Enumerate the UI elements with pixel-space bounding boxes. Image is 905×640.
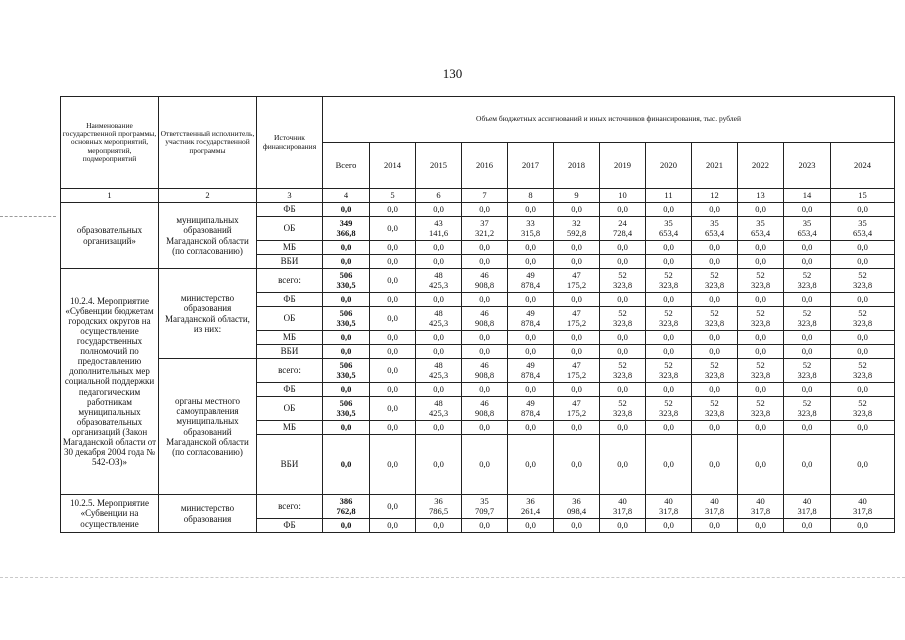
value-cell: 52 323,8 bbox=[646, 397, 692, 421]
value-cell: 0,0 bbox=[692, 421, 738, 435]
value-cell: 0,0 bbox=[554, 435, 600, 495]
executor-name: муниципальных образований Магаданской области (по согласованию) bbox=[159, 203, 257, 269]
value-cell: 0,0 bbox=[508, 255, 554, 269]
header-year: 2019 bbox=[600, 143, 646, 189]
header-year: 2018 bbox=[554, 143, 600, 189]
value-cell: 0,0 bbox=[600, 345, 646, 359]
column-numbers-row bbox=[61, 189, 895, 203]
value-cell: 48 425,3 bbox=[416, 359, 462, 383]
value-cell: 49 878,4 bbox=[508, 359, 554, 383]
value-cell: 43 141,6 bbox=[416, 217, 462, 241]
value-cell: 0,0 bbox=[554, 255, 600, 269]
value-cell: 0,0 bbox=[784, 255, 831, 269]
value-cell: 49 878,4 bbox=[508, 397, 554, 421]
value-cell: 0,0 bbox=[508, 421, 554, 435]
value-cell: 0,0 bbox=[646, 383, 692, 397]
header-total: Всего bbox=[323, 143, 370, 189]
value-cell: 0,0 bbox=[646, 345, 692, 359]
value-cell: 0,0 bbox=[646, 255, 692, 269]
value-cell: 0,0 bbox=[831, 421, 895, 435]
value-cell: 0,0 bbox=[784, 345, 831, 359]
value-cell: 0,0 bbox=[462, 421, 508, 435]
value-total: 0,0 bbox=[323, 435, 370, 495]
table-body bbox=[61, 189, 895, 533]
scan-artifact-line bbox=[0, 216, 56, 218]
value-cell: 0,0 bbox=[508, 345, 554, 359]
value-cell: 0,0 bbox=[646, 331, 692, 345]
value-cell: 0,0 bbox=[416, 435, 462, 495]
value-cell: 0,0 bbox=[508, 519, 554, 533]
value-cell: 0,0 bbox=[831, 519, 895, 533]
value-cell: 0,0 bbox=[600, 435, 646, 495]
value-cell: 0,0 bbox=[692, 345, 738, 359]
value-cell: 47 175,2 bbox=[554, 397, 600, 421]
value-cell: 0,0 bbox=[600, 519, 646, 533]
value-cell: 0,0 bbox=[462, 435, 508, 495]
funding-source: ОБ bbox=[257, 217, 323, 241]
funding-source: ФБ bbox=[257, 203, 323, 217]
header-year: 2015 bbox=[416, 143, 462, 189]
value-cell: 0,0 bbox=[462, 331, 508, 345]
funding-source: всего: bbox=[257, 359, 323, 383]
value-cell: 0,0 bbox=[554, 293, 600, 307]
value-cell: 0,0 bbox=[462, 293, 508, 307]
value-cell: 0,0 bbox=[784, 421, 831, 435]
value-cell: 0,0 bbox=[370, 345, 416, 359]
funding-source: всего: bbox=[257, 495, 323, 519]
funding-source: МБ bbox=[257, 331, 323, 345]
value-total: 0,0 bbox=[323, 241, 370, 255]
value-cell: 0,0 bbox=[738, 421, 784, 435]
value-cell: 0,0 bbox=[831, 293, 895, 307]
value-cell: 52 323,8 bbox=[692, 397, 738, 421]
funding-source: ВБИ bbox=[257, 255, 323, 269]
value-cell: 0,0 bbox=[600, 255, 646, 269]
header-year: 2021 bbox=[692, 143, 738, 189]
value-cell: 0,0 bbox=[738, 435, 784, 495]
value-cell: 40 317,8 bbox=[784, 495, 831, 519]
value-cell: 52 323,8 bbox=[738, 269, 784, 293]
value-cell: 0,0 bbox=[600, 241, 646, 255]
value-cell: 37 321,2 bbox=[462, 217, 508, 241]
value-cell: 0,0 bbox=[554, 203, 600, 217]
value-cell: 0,0 bbox=[692, 203, 738, 217]
measure-name: образовательных организаций» bbox=[61, 203, 159, 269]
value-cell: 46 908,8 bbox=[462, 359, 508, 383]
header-year: 2022 bbox=[738, 143, 784, 189]
funding-source: МБ bbox=[257, 241, 323, 255]
value-cell: 0,0 bbox=[462, 519, 508, 533]
page-number: 130 bbox=[442, 66, 463, 81]
value-cell: 0,0 bbox=[784, 203, 831, 217]
funding-source: ФБ bbox=[257, 383, 323, 397]
value-cell: 0,0 bbox=[738, 519, 784, 533]
value-cell: 0,0 bbox=[646, 203, 692, 217]
value-cell: 0,0 bbox=[370, 421, 416, 435]
value-cell: 0,0 bbox=[692, 241, 738, 255]
value-cell: 36 098,4 bbox=[554, 495, 600, 519]
value-total: 0,0 bbox=[323, 345, 370, 359]
value-cell: 0,0 bbox=[600, 421, 646, 435]
value-cell: 0,0 bbox=[646, 421, 692, 435]
value-cell: 0,0 bbox=[831, 331, 895, 345]
value-total: 0,0 bbox=[323, 331, 370, 345]
value-cell: 0,0 bbox=[831, 241, 895, 255]
value-cell: 52 323,8 bbox=[600, 397, 646, 421]
value-cell: 0,0 bbox=[692, 519, 738, 533]
value-cell: 0,0 bbox=[784, 519, 831, 533]
header-executor: Ответственный исполнитель, участник государственной программы bbox=[159, 97, 257, 189]
value-cell: 52 323,8 bbox=[692, 269, 738, 293]
column-number: 7 bbox=[462, 189, 508, 203]
value-total: 0,0 bbox=[323, 203, 370, 217]
value-cell: 35 653,4 bbox=[784, 217, 831, 241]
value-total: 506 330,5 bbox=[323, 359, 370, 383]
value-cell: 0,0 bbox=[738, 331, 784, 345]
value-cell: 0,0 bbox=[370, 203, 416, 217]
value-total: 386 762,8 bbox=[323, 495, 370, 519]
value-cell: 35 653,4 bbox=[831, 217, 895, 241]
funding-source: ВБИ bbox=[257, 435, 323, 495]
value-cell: 52 323,8 bbox=[738, 397, 784, 421]
value-cell: 0,0 bbox=[692, 383, 738, 397]
value-cell: 35 653,4 bbox=[646, 217, 692, 241]
value-cell: 0,0 bbox=[462, 383, 508, 397]
value-cell: 40 317,8 bbox=[831, 495, 895, 519]
header-year: 2014 bbox=[370, 143, 416, 189]
value-total: 506 330,5 bbox=[323, 269, 370, 293]
funding-source: ФБ bbox=[257, 519, 323, 533]
value-cell: 0,0 bbox=[831, 383, 895, 397]
value-cell: 52 323,8 bbox=[831, 307, 895, 331]
value-cell: 0,0 bbox=[508, 203, 554, 217]
column-number: 3 bbox=[257, 189, 323, 203]
header-name: Наименование государственной программы, основных мероприятий, мероприятий, подмероприятий bbox=[61, 97, 159, 189]
value-cell: 52 323,8 bbox=[784, 359, 831, 383]
value-cell: 0,0 bbox=[370, 495, 416, 519]
value-cell: 47 175,2 bbox=[554, 359, 600, 383]
value-total: 349 366,8 bbox=[323, 217, 370, 241]
value-cell: 24 728,4 bbox=[600, 217, 646, 241]
value-cell: 0,0 bbox=[370, 217, 416, 241]
value-cell: 0,0 bbox=[462, 203, 508, 217]
value-cell: 47 175,2 bbox=[554, 307, 600, 331]
value-cell: 0,0 bbox=[462, 241, 508, 255]
value-cell: 0,0 bbox=[738, 293, 784, 307]
value-cell: 0,0 bbox=[554, 519, 600, 533]
header-year: 2024 bbox=[831, 143, 895, 189]
value-total: 0,0 bbox=[323, 519, 370, 533]
scan-artifact-line bbox=[0, 577, 905, 579]
executor-name: министерство образования Магаданской области, из них: bbox=[159, 269, 257, 359]
column-number: 11 bbox=[646, 189, 692, 203]
value-cell: 0,0 bbox=[370, 383, 416, 397]
value-cell: 52 323,8 bbox=[784, 269, 831, 293]
value-total: 0,0 bbox=[323, 421, 370, 435]
value-cell: 0,0 bbox=[554, 331, 600, 345]
value-cell: 0,0 bbox=[784, 331, 831, 345]
value-cell: 0,0 bbox=[831, 203, 895, 217]
value-cell: 47 175,2 bbox=[554, 269, 600, 293]
column-number: 14 bbox=[784, 189, 831, 203]
value-cell: 0,0 bbox=[554, 383, 600, 397]
column-number: 12 bbox=[692, 189, 738, 203]
value-cell: 52 323,8 bbox=[600, 307, 646, 331]
value-cell: 0,0 bbox=[416, 241, 462, 255]
value-cell: 0,0 bbox=[416, 255, 462, 269]
measure-name: 10.2.4. Мероприятие «Субвенции бюджетам городских округов на осуществление государственных полномочий по предоставлению дополнительных мер социальной поддержки педагогическим работникам муниципальных образовательных организаций (Закон Магаданской области от 30 декабря 2004 года № 542-ОЗ)» bbox=[61, 269, 159, 495]
header-year: 2017 bbox=[508, 143, 554, 189]
value-cell: 0,0 bbox=[370, 397, 416, 421]
table-row bbox=[61, 269, 895, 293]
value-cell: 0,0 bbox=[692, 435, 738, 495]
value-cell: 52 323,8 bbox=[692, 359, 738, 383]
value-cell: 52 323,8 bbox=[646, 269, 692, 293]
value-cell: 32 592,8 bbox=[554, 217, 600, 241]
value-cell: 0,0 bbox=[646, 241, 692, 255]
value-cell: 0,0 bbox=[831, 345, 895, 359]
value-total: 506 330,5 bbox=[323, 307, 370, 331]
value-cell: 33 315,8 bbox=[508, 217, 554, 241]
value-cell: 0,0 bbox=[554, 345, 600, 359]
column-number: 13 bbox=[738, 189, 784, 203]
column-number: 1 bbox=[61, 189, 159, 203]
value-cell: 0,0 bbox=[508, 383, 554, 397]
value-cell: 0,0 bbox=[646, 519, 692, 533]
value-cell: 0,0 bbox=[600, 383, 646, 397]
value-cell: 0,0 bbox=[738, 241, 784, 255]
value-cell: 49 878,4 bbox=[508, 307, 554, 331]
value-cell: 0,0 bbox=[600, 293, 646, 307]
value-cell: 0,0 bbox=[738, 383, 784, 397]
value-cell: 0,0 bbox=[554, 421, 600, 435]
funding-source: всего: bbox=[257, 269, 323, 293]
value-cell: 0,0 bbox=[508, 241, 554, 255]
value-cell: 0,0 bbox=[416, 345, 462, 359]
table-row bbox=[61, 359, 895, 383]
value-cell: 0,0 bbox=[370, 241, 416, 255]
value-cell: 0,0 bbox=[370, 269, 416, 293]
value-cell: 52 323,8 bbox=[600, 269, 646, 293]
column-number: 5 bbox=[370, 189, 416, 203]
value-cell: 52 323,8 bbox=[600, 359, 646, 383]
value-cell: 0,0 bbox=[416, 383, 462, 397]
column-number: 2 bbox=[159, 189, 257, 203]
column-number: 10 bbox=[600, 189, 646, 203]
value-cell: 49 878,4 bbox=[508, 269, 554, 293]
measure-name: 10.2.5. Мероприятие «Субвенции на осуществление bbox=[61, 495, 159, 533]
value-cell: 0,0 bbox=[554, 241, 600, 255]
value-cell: 52 323,8 bbox=[831, 269, 895, 293]
value-cell: 52 323,8 bbox=[831, 397, 895, 421]
value-cell: 0,0 bbox=[508, 435, 554, 495]
value-cell: 0,0 bbox=[646, 293, 692, 307]
value-cell: 0,0 bbox=[416, 519, 462, 533]
value-cell: 0,0 bbox=[508, 331, 554, 345]
value-cell: 52 323,8 bbox=[738, 359, 784, 383]
value-cell: 0,0 bbox=[738, 255, 784, 269]
column-number: 15 bbox=[831, 189, 895, 203]
value-cell: 0,0 bbox=[370, 307, 416, 331]
value-cell: 35 709,7 bbox=[462, 495, 508, 519]
value-cell: 46 908,8 bbox=[462, 397, 508, 421]
funding-source: МБ bbox=[257, 421, 323, 435]
value-cell: 52 323,8 bbox=[692, 307, 738, 331]
value-cell: 0,0 bbox=[738, 203, 784, 217]
value-cell: 0,0 bbox=[784, 241, 831, 255]
budget-table bbox=[60, 96, 895, 533]
value-cell: 0,0 bbox=[416, 331, 462, 345]
value-cell: 48 425,3 bbox=[416, 269, 462, 293]
value-cell: 52 323,8 bbox=[646, 307, 692, 331]
value-cell: 0,0 bbox=[416, 293, 462, 307]
value-cell: 0,0 bbox=[738, 345, 784, 359]
value-cell: 52 323,8 bbox=[784, 397, 831, 421]
column-number: 8 bbox=[508, 189, 554, 203]
value-cell: 36 261,4 bbox=[508, 495, 554, 519]
value-cell: 46 908,8 bbox=[462, 307, 508, 331]
header-year: 2020 bbox=[646, 143, 692, 189]
value-cell: 52 323,8 bbox=[831, 359, 895, 383]
funding-source: ОБ bbox=[257, 307, 323, 331]
value-cell: 0,0 bbox=[600, 331, 646, 345]
column-number: 4 bbox=[323, 189, 370, 203]
value-cell: 0,0 bbox=[784, 435, 831, 495]
column-number: 6 bbox=[416, 189, 462, 203]
table-row bbox=[61, 203, 895, 217]
value-cell: 48 425,3 bbox=[416, 397, 462, 421]
funding-source: ОБ bbox=[257, 397, 323, 421]
column-number: 9 bbox=[554, 189, 600, 203]
header-year: 2023 bbox=[784, 143, 831, 189]
value-cell: 48 425,3 bbox=[416, 307, 462, 331]
value-total: 0,0 bbox=[323, 293, 370, 307]
value-cell: 0,0 bbox=[600, 203, 646, 217]
value-cell: 40 317,8 bbox=[692, 495, 738, 519]
value-cell: 0,0 bbox=[462, 255, 508, 269]
executor-name: органы местного самоуправления муниципальных образований Магаданской области (по согласованию) bbox=[159, 359, 257, 495]
value-cell: 0,0 bbox=[370, 435, 416, 495]
table-row bbox=[61, 495, 895, 519]
value-cell: 0,0 bbox=[784, 293, 831, 307]
header-source: Источник финансирования bbox=[257, 97, 323, 189]
table-header bbox=[61, 97, 895, 189]
funding-source: ФБ bbox=[257, 293, 323, 307]
executor-name: министерство образования bbox=[159, 495, 257, 533]
value-cell: 40 317,8 bbox=[600, 495, 646, 519]
value-cell: 0,0 bbox=[416, 203, 462, 217]
value-cell: 0,0 bbox=[692, 331, 738, 345]
value-cell: 40 317,8 bbox=[738, 495, 784, 519]
value-cell: 46 908,8 bbox=[462, 269, 508, 293]
funding-source: ВБИ bbox=[257, 345, 323, 359]
value-cell: 35 653,4 bbox=[692, 217, 738, 241]
value-cell: 0,0 bbox=[370, 519, 416, 533]
value-cell: 0,0 bbox=[692, 255, 738, 269]
value-total: 0,0 bbox=[323, 255, 370, 269]
value-cell: 35 653,4 bbox=[738, 217, 784, 241]
value-cell: 52 323,8 bbox=[738, 307, 784, 331]
value-cell: 0,0 bbox=[692, 293, 738, 307]
value-cell: 0,0 bbox=[370, 293, 416, 307]
value-cell: 0,0 bbox=[831, 255, 895, 269]
value-cell: 0,0 bbox=[462, 345, 508, 359]
value-cell: 0,0 bbox=[370, 359, 416, 383]
value-cell: 0,0 bbox=[370, 331, 416, 345]
header-volume: Объем бюджетных ассигнований и иных источников финансирования, тыс. рублей bbox=[323, 97, 895, 143]
value-cell: 0,0 bbox=[831, 435, 895, 495]
value-cell: 52 323,8 bbox=[784, 307, 831, 331]
value-cell: 40 317,8 bbox=[646, 495, 692, 519]
value-cell: 0,0 bbox=[416, 421, 462, 435]
value-cell: 52 323,8 bbox=[646, 359, 692, 383]
value-cell: 0,0 bbox=[784, 383, 831, 397]
value-cell: 0,0 bbox=[370, 255, 416, 269]
header-year: 2016 bbox=[462, 143, 508, 189]
value-cell: 36 786,5 bbox=[416, 495, 462, 519]
value-total: 0,0 bbox=[323, 383, 370, 397]
value-cell: 0,0 bbox=[646, 435, 692, 495]
value-cell: 0,0 bbox=[508, 293, 554, 307]
value-total: 506 330,5 bbox=[323, 397, 370, 421]
